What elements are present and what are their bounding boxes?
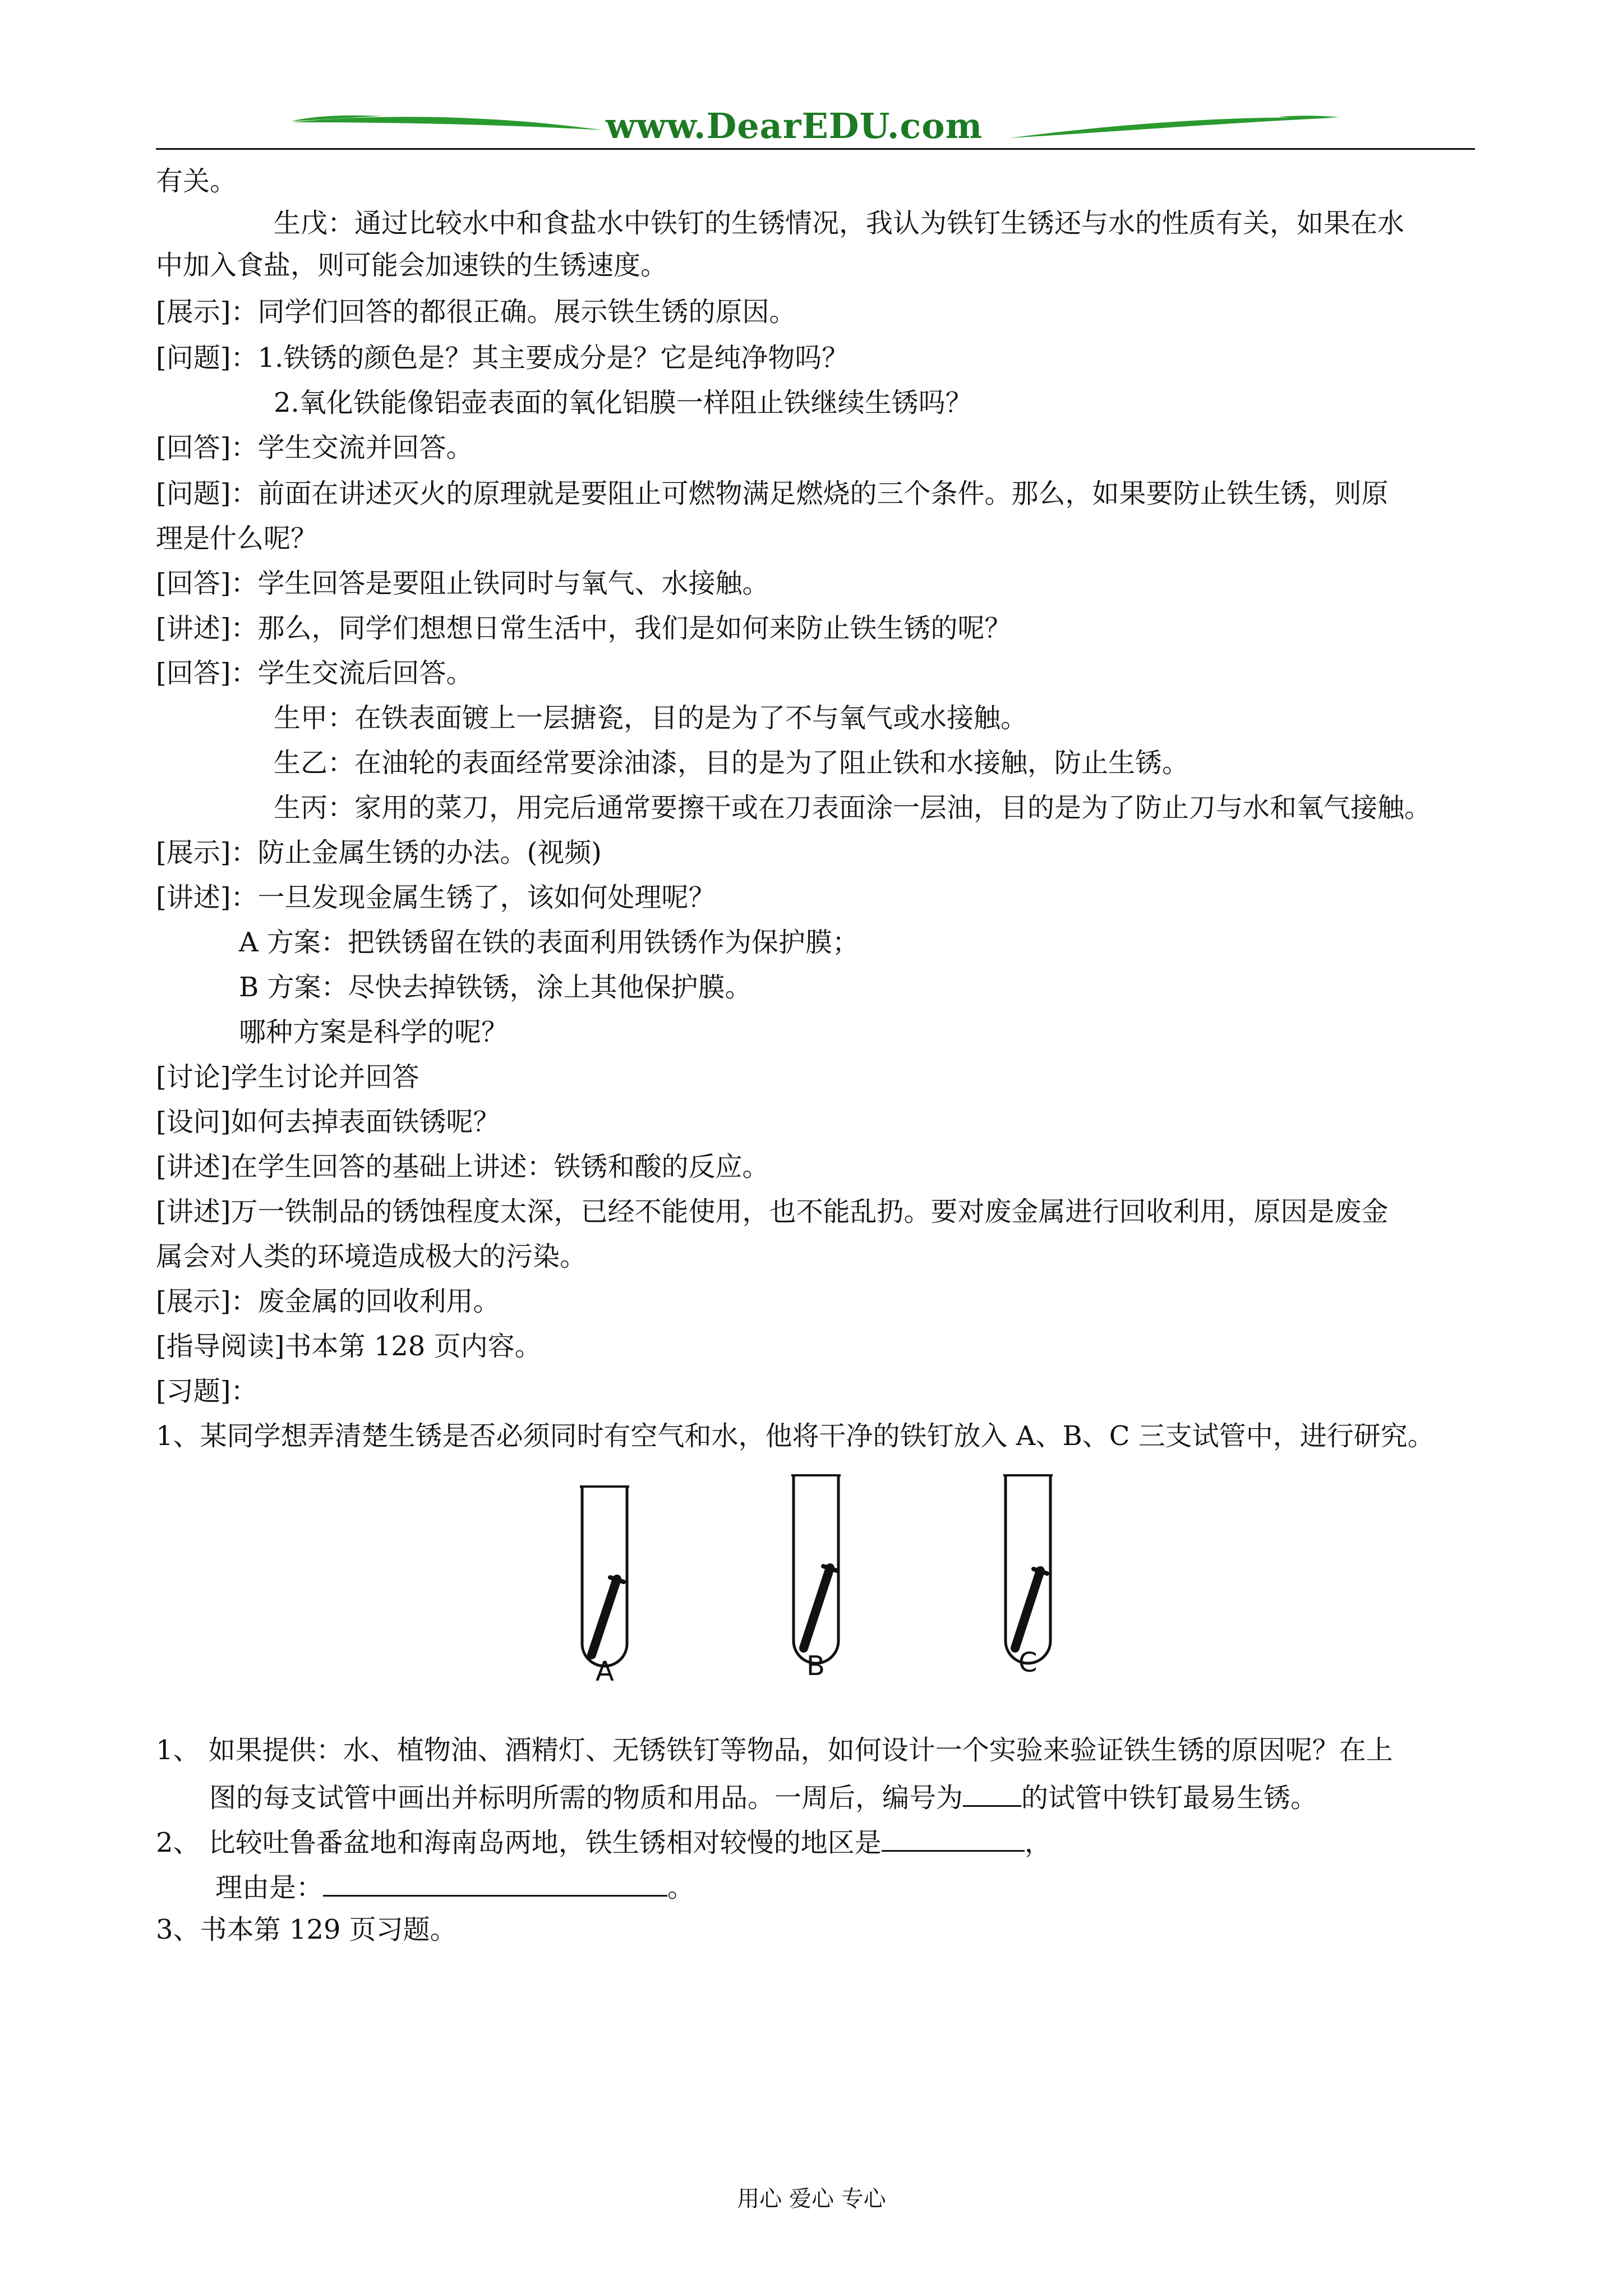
exercise-1-line-1: 1、 如果提供：水、植物油、酒精灯、无锈铁钉等物品，如何设计一个实验来验证铁生锈的原因呢？在上 <box>156 1734 1393 1766</box>
text-line: [设问]如何去掉表面铁锈呢？ <box>156 1106 500 1138</box>
answer-blank-reason[interactable] <box>323 1869 667 1897</box>
test-tubes-drawing <box>566 1470 1094 1688</box>
iron-nail-a <box>592 1579 617 1655</box>
text-line: 生丙：家用的菜刀，用完后通常要擦干或在刀表面涂一层油，目的是为了防止刀与水和氧气接触。 <box>274 792 1432 823</box>
answer-blank-region[interactable] <box>882 1824 1025 1852</box>
text-line: 有关。 <box>156 165 237 197</box>
text-line: [问题]：前面在讲述灭火的原理就是要阻止可燃物满足燃烧的三个条件。那么，如果要防止铁生锈，则原 <box>156 478 1389 509</box>
text-line: [指导阅读]书本第 128 页内容。 <box>156 1331 542 1362</box>
text-line: A 方案：把铁锈留在铁的表面利用铁锈作为保护膜； <box>239 927 859 958</box>
tube-label-a: A <box>596 1656 614 1687</box>
exercise-2-period: 。 <box>667 1872 695 1903</box>
test-tube-b <box>791 1475 841 1663</box>
text-line: B 方案：尽快去掉铁锈，涂上其他保护膜。 <box>239 972 752 1003</box>
exercise-2-comma: ， <box>1024 1827 1052 1858</box>
text-line: [问题]：1.铁锈的颜色是？其主要成分是？它是纯净物吗？ <box>156 342 849 374</box>
exercise-2-line-1 <box>156 1824 1052 1858</box>
exercise-2-text: 2、 比较吐鲁番盆地和海南岛两地，铁生锈相对较慢的地区是 <box>156 1827 882 1858</box>
text-line: 生戊：通过比较水中和食盐水中铁钉的生锈情况，我认为铁钉生锈还与水的性质有关，如果在水 <box>274 208 1405 239</box>
text-line: 中加入食盐，则可能会加速铁的生锈速度。 <box>156 250 668 281</box>
text-line: 生乙：在油轮的表面经常要涂油漆，目的是为了阻止铁和水接触，防止生锈。 <box>274 747 1189 779</box>
text-line: [展示]：同学们回答的都很正确。展示铁生锈的原因。 <box>156 296 796 328</box>
text-line: 哪种方案是科学的呢？ <box>239 1016 509 1048</box>
exercise-1-text-end: 的试管中铁钉最易生锈。 <box>1021 1782 1318 1814</box>
site-logo-text: www.DearEDU.com <box>606 105 983 146</box>
text-line: [讲述]：那么，同学们想想日常生活中，我们是如何来防止铁生锈的呢？ <box>156 613 1012 644</box>
answer-blank-tube[interactable] <box>963 1779 1021 1807</box>
text-line: [讲述]万一铁制品的锈蚀程度太深，已经不能使用，也不能乱扔。要对废金属进行回收利用，原因是废金 <box>156 1196 1389 1227</box>
test-tube-a <box>580 1487 629 1666</box>
left-swoosh <box>292 117 603 130</box>
text-line: [展示]：防止金属生锈的办法。(视频) <box>156 837 602 868</box>
exercise-2-reason-label: 理由是： <box>215 1872 324 1903</box>
text-line: [讲述]：一旦发现金属生锈了，该如何处理呢？ <box>156 882 716 913</box>
text-line: 2.氧化铁能像铝壶表面的氧化铝膜一样阻止铁继续生锈吗？ <box>274 387 972 418</box>
text-line: [回答]：学生回答是要阻止铁同时与氧气、水接触。 <box>156 568 769 599</box>
test-tube-c <box>1003 1475 1053 1663</box>
text-line: [展示]：废金属的回收利用。 <box>156 1286 500 1317</box>
text-line: 1、某同学想弄清楚生锈是否必须同时有空气和水，他将干净的铁钉放入 A、B、C 三支试管中，进行研究。 <box>156 1420 1435 1452</box>
exercise-1-text: 图的每支试管中画出并标明所需的物质和用品。一周后，编号为 <box>209 1782 963 1814</box>
right-swoosh <box>1009 117 1335 138</box>
text-line: [回答]：学生交流并回答。 <box>156 432 473 463</box>
iron-nail-b <box>804 1568 830 1648</box>
text-line: [习题]： <box>156 1375 258 1407</box>
text-line: [讨论]学生讨论并回答 <box>156 1061 419 1093</box>
tube-label-c: C <box>1018 1647 1038 1678</box>
text-line: 理是什么呢？ <box>156 523 318 554</box>
text-line: [回答]：学生交流后回答。 <box>156 657 473 689</box>
exercise-2-line-2 <box>215 1869 694 1903</box>
header-rule <box>156 148 1475 150</box>
text-line: [讲述]在学生回答的基础上讲述：铁锈和酸的反应。 <box>156 1151 769 1182</box>
tube-label-b: B <box>806 1650 825 1682</box>
text-line: 属会对人类的环境造成极大的污染。 <box>156 1241 587 1272</box>
page-footer: 用心 爱心 专心 <box>737 2186 886 2212</box>
page-header <box>0 0 1623 151</box>
exercise-1-line-2 <box>209 1779 1317 1814</box>
test-tube-figure <box>566 1470 1094 1688</box>
iron-nail-c <box>1015 1571 1040 1648</box>
text-line: 生甲：在铁表面镀上一层搪瓷，目的是为了不与氧气或水接触。 <box>274 702 1028 734</box>
exercise-3-line: 3、书本第 129 页习题。 <box>156 1914 457 1945</box>
